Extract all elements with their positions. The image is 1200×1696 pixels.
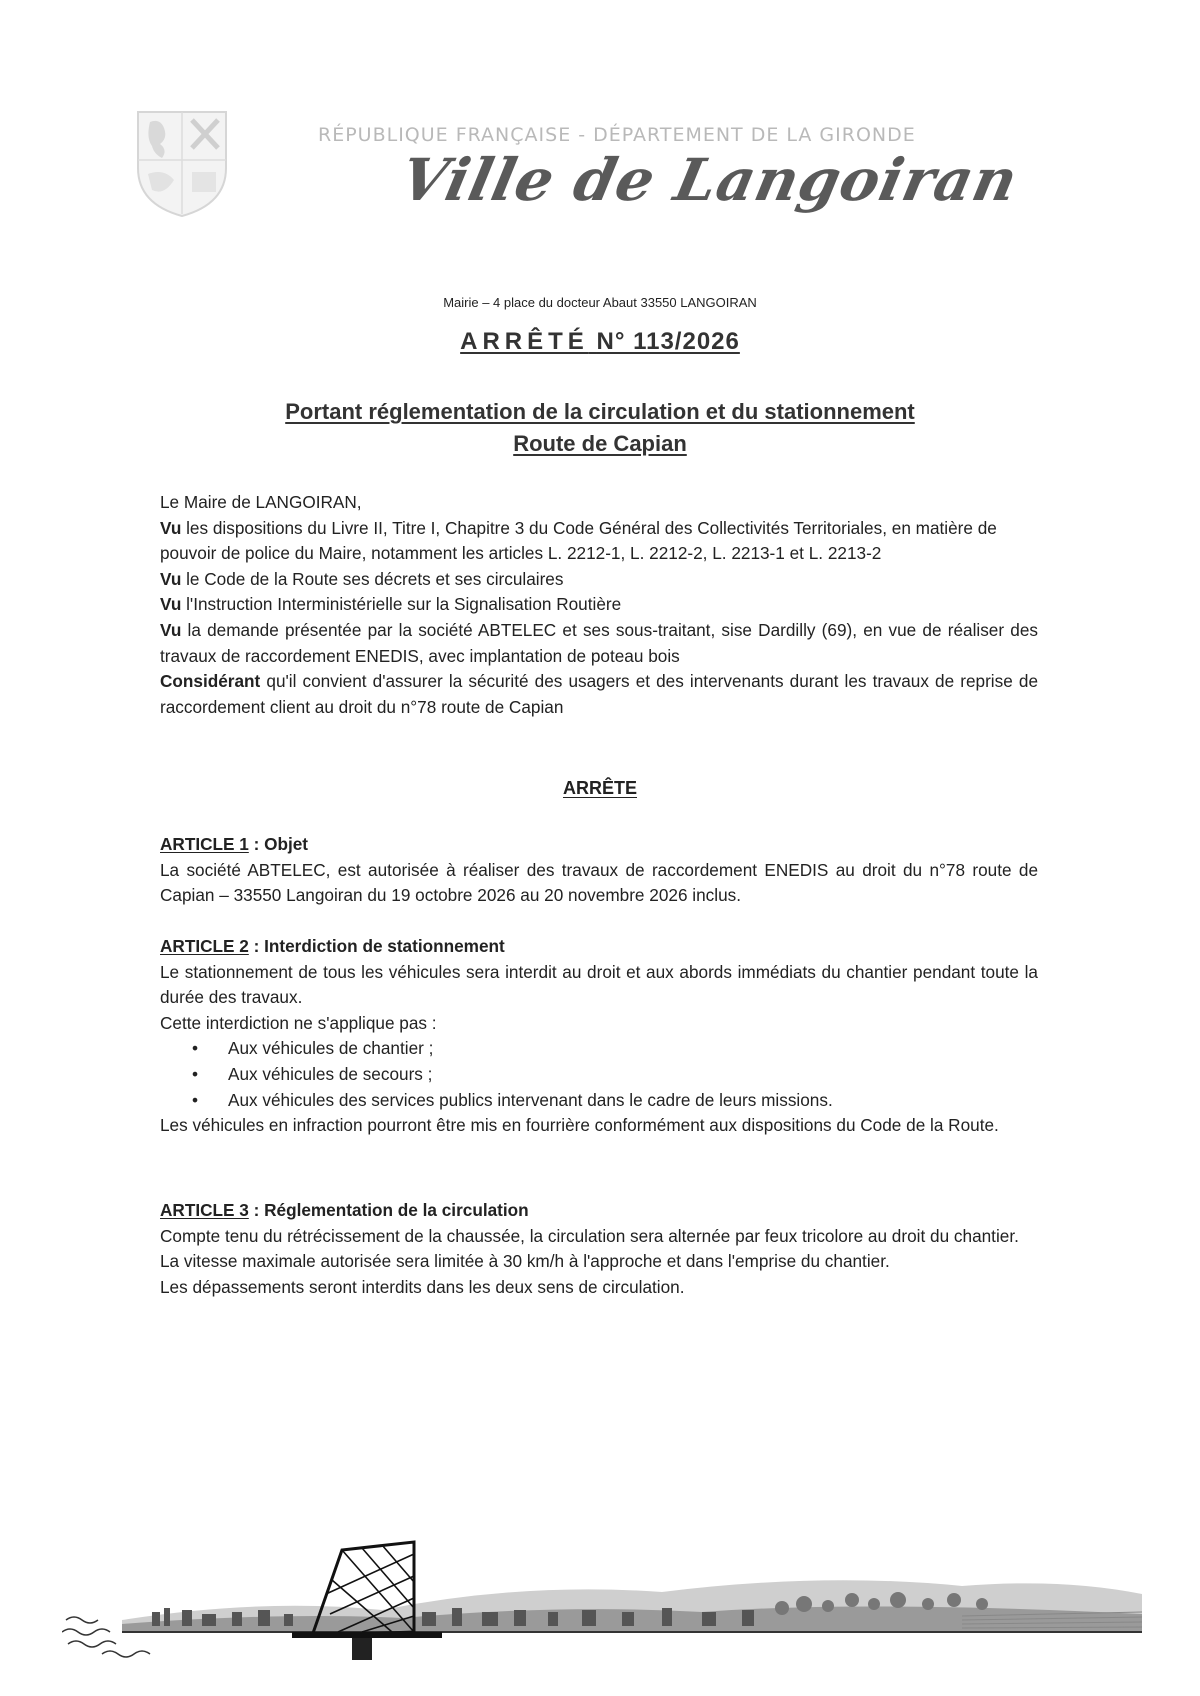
article-label: ARTICLE 3 — [160, 1200, 249, 1220]
vu-clause-1 — [160, 516, 1038, 567]
arrete-title-number: N° 113/2026 — [596, 328, 740, 355]
vu-text: la demande présentée par la société ABTELEC et ses sous-traitant, sise Dardilly (69), en vue de réaliser des travaux de raccordement ENEDIS, avec implantation de poteau bois — [160, 619, 1038, 666]
list-item: • Aux véhicules de secours ; — [228, 1062, 1038, 1088]
article-paragraph: La société ABTELEC, est autorisée à réaliser des travaux de raccordement ENEDIS au droit du n°78 route de Capian – 33550 Langoiran du 19 octobre 2026 au 20 novembre 2026 inclus. — [160, 859, 1038, 906]
vu-label: Vu — [160, 619, 182, 640]
vu-label: Vu — [160, 517, 182, 538]
vu-clause-4 — [160, 618, 1038, 669]
vu-text: l'Instruction Interministérielle sur la Signalisation Routière — [181, 594, 622, 615]
article-separator: : — [248, 834, 265, 854]
arrete-subject — [0, 396, 1200, 460]
article-2 — [160, 934, 1038, 1139]
list-item: • Aux véhicules de chantier ; — [228, 1036, 1038, 1062]
arrete-title-prefix: ARRÊTÉ — [460, 328, 589, 355]
article-title: Interdiction de stationnement — [264, 936, 505, 956]
article-3 — [160, 1198, 1038, 1300]
vu-label: Vu — [160, 594, 182, 615]
article-label: ARTICLE 1 — [160, 834, 249, 854]
subject-line-2: Route de Capian — [513, 431, 687, 456]
subject-line-1: Portant réglementation de la circulation et du stationnement — [285, 399, 915, 424]
article-3-heading — [160, 1198, 1038, 1224]
vu-label: Vu — [160, 568, 182, 589]
village-bridge-illustration — [62, 1520, 1152, 1660]
maire-line: Le Maire de LANGOIRAN, — [160, 492, 362, 512]
exemption-list — [160, 1036, 1038, 1113]
article-paragraph: Le stationnement de tous les véhicules sera interdit au droit et aux abords immédiats du chantier pendant toute la durée des travaux. — [160, 961, 1038, 1008]
considerant-clause — [160, 669, 1038, 720]
article-label: ARTICLE 2 — [160, 936, 249, 956]
article-paragraph: Les dépassements seront interdits dans les deux sens de circulation. — [160, 1276, 685, 1297]
article-1-heading — [160, 832, 1038, 858]
town-name-logo: Ville de Langoiran — [394, 146, 1025, 214]
article-1 — [160, 832, 1038, 909]
coat-of-arms-icon — [134, 108, 230, 220]
article-separator: : — [248, 936, 265, 956]
article-paragraph: Les véhicules en infraction pourront être mis en fourrière conformément aux dispositions du Code de la Route. — [160, 1115, 999, 1136]
article-title: Réglementation de la circulation — [264, 1200, 529, 1220]
vu-text: les dispositions du Livre II, Titre I, Chapitre 3 du Code Général des Collectivités Territoriales, en matière de pouvoir de police du Maire, notamment les articles L. 2212-1, L. 2212-2, L. 2213-1 et L. 2213-2 — [160, 517, 997, 564]
article-title: Objet — [264, 834, 309, 854]
vu-clause-2 — [160, 567, 1038, 593]
article-paragraph: Compte tenu du rétrécissement de la chaussée, la circulation sera alternée par feux tricolore au droit du chantier. — [160, 1225, 1019, 1246]
article-paragraph: La vitesse maximale autorisée sera limitée à 30 km/h à l'approche et dans l'emprise du chantier. — [160, 1251, 890, 1272]
town-hall-address: Mairie – 4 place du docteur Abaut 33550 LANGOIRAN — [443, 295, 757, 310]
vu-clause-3 — [160, 592, 1038, 618]
preamble — [160, 490, 1038, 720]
arrete-title — [0, 328, 1200, 356]
article-separator: : — [248, 1200, 265, 1220]
vu-text: le Code de la Route ses décrets et ses circulaires — [181, 568, 564, 589]
considerant-label: Considérant — [160, 671, 261, 692]
republic-department-line: RÉPUBLIQUE FRANÇAISE - DÉPARTEMENT DE LA GIRONDE — [318, 124, 916, 146]
article-2-heading — [160, 934, 1038, 960]
considerant-text: qu'il convient d'assurer la sécurité des usagers et des intervenants durant les travaux de reprise de raccordement client au droit du n°78 route de Capian — [160, 671, 1038, 717]
list-item: • Aux véhicules des services publics intervenant dans le cadre de leurs missions. — [228, 1088, 1038, 1114]
arrete-heading: ARRÊTE — [562, 778, 637, 798]
article-paragraph: Cette interdiction ne s'applique pas : — [160, 1012, 437, 1033]
